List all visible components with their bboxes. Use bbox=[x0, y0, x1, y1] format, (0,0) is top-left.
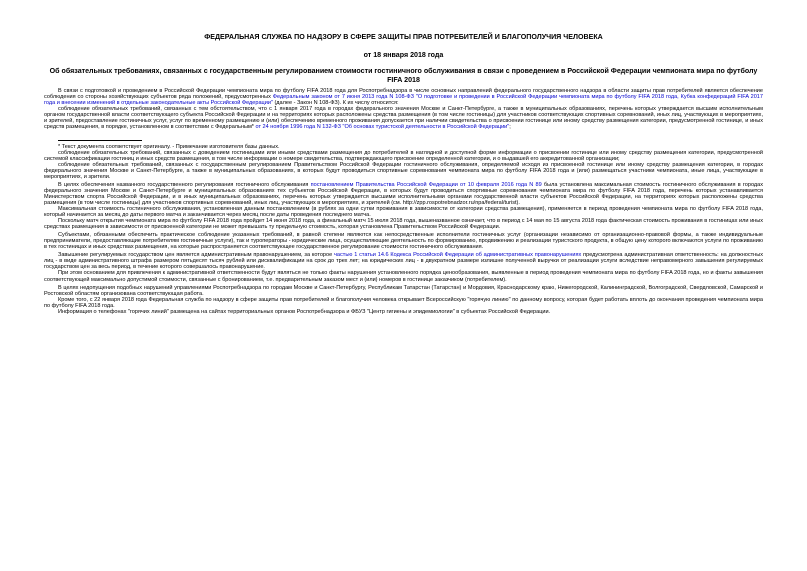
paragraph-subjects: Субъектами, обязанными обеспечить практическое соблюдение указанных требований, в равной степени являются как непосредственные исполнители гостиничных услуг (организации независимо от организационно-правовой формы, а также индивидуальные предприниматели, предоставляющие потребителям гостиничные услуги), так и туроператоры - юридические лица, осуществляющие деятельность по формированию, продвижению и реализации туристского продукта, в общую цену которого включаются услуги по проживанию в тех гостиницах и иных средствах размещения, на которые распространяется соответствующее государственное регулирование стоимости гостиничного обслуживания. bbox=[44, 232, 763, 251]
text-run: В связи с подготовкой и проведением в Российской Федерации чемпионата мира по футболу FIFA 2018 года для Роспотребнадзора в числе основных направлений федерального государственного надзора в области защиты прав потребителей является обеспечение соблюдения со стороны хозяйствующих субъектов ряда положений, предусмотренных bbox=[44, 88, 763, 101]
paragraph-hotline-info: Информация о телефонах "горячих линий" размещена на сайтах территориальных органов Роспотребнадзора и ФБУЗ "Центр гигиены и эпидемиологии" в субъектах Российской Федерации. bbox=[58, 308, 551, 315]
text-run: ; bbox=[509, 124, 511, 131]
footnote-divider bbox=[58, 140, 142, 141]
paragraph-requirement-1 bbox=[44, 106, 763, 130]
law-132-fz-link[interactable]: от 24 ноября 1996 года N 132-ФЗ "Об основах туристской деятельности в Российской Федерации" bbox=[255, 124, 510, 131]
document-title: Об обязательных требованиях, связанных с государственным регулированием стоимости гостиничного обслуживания в связи с проведением в Российской Федерации чемпионата мира по футболу FIFA 2018 bbox=[49, 67, 758, 84]
law-108-fz-link[interactable]: Федеральным законом от 7 июня 2013 года N 108-ФЗ "О подготовке и проведении в Российской Федерации чемпионата мира по футболу FIFA 2018 года, Кубка конфедераций FIFA 2017 года и внесении изменений в отдельные законодательные акты Российской Федерации" bbox=[44, 94, 763, 107]
paragraph-liability bbox=[44, 252, 763, 270]
text-run: (далее - Закон N 108-ФЗ). К их числу относится: bbox=[272, 100, 399, 107]
paragraph-regions: В целях недопущения подобных нарушений управлениями Роспотребнадзора по городам Москве и Санкт-Петербургу, Республикам Татарстан (Татарстан) и Мордовия, Краснодарскому краю, Нижегородской, Калининградской, Волгоградской, Свердловской, Самарской и Ростовской областям организована соответствующая работа. bbox=[44, 284, 763, 297]
text-run: предусмотрена административная ответственность: на должностных лиц - в виде административного штрафа размером пятьдесят тысяч рублей или дисквалификации на срок до трех лет; на юридических лиц - в двукратном размере излишне полученной выручки от реализации услуги вследствие неправомерного завышения регулируемых государством цен за весь период, в течение которого совершалось правонарушение. bbox=[44, 252, 763, 271]
document-date: от 18 января 2018 года bbox=[363, 51, 444, 59]
text-run: Завышение регулируемых государством цен является административным правонарушением, за которое bbox=[58, 252, 335, 259]
footnote: * Текст документа соответствует оригиналу. - Примечание изготовителя базы данных. bbox=[58, 143, 280, 150]
text-run: была установлена максимальная стоимость гостиничного обслуживания в городах федерального значения Москве и Санкт-Петербурге и муниципальных образованиях тех субъектов Российской Федерации, в которых будут проводиться спортивные соревнования чемпионата мира по футболу FIFA 2018 года, перечень которых устанавливается Министерством спорта Российской Федерации, и в иных муниципальных образованиях, перечень которых утверждается высшими исполнительными органами государственной власти субъектов Российской Федерации, на территориях которых расположены средства размещения (в том числе гостиницы) для участников спортивных соревнований, иных лиц, участвующих в мероприятиях, и зрителей (см. http://zpp.rospotrebnadzor.ru/npa/federal/turist). bbox=[44, 181, 764, 206]
resolution-89-link[interactable]: постановлением Правительства Российской Федерации от 10 февраля 2016 года N 89 bbox=[310, 181, 542, 188]
paragraph-hotline: Кроме того, с 22 января 2018 года Федеральная служба по надзору в сфере защиты прав потребителей и благополучия человека открывает Всероссийскую "горячую линию" по данному вопросу, которая будет работать вплоть до окончания проведения чемпионата мира по футболу FIFA 2018 года. bbox=[44, 296, 763, 309]
text-run: соблюдение обязательных требований, связанных с тем обстоятельством, что с 1 января 2017 года в городах федерального значения Москве и Санкт-Петербурге, а также в муниципальных образованиях, перечень которых утверждается высшим исполнительным органом государственной власти соответствующего субъекта Российской Федерации и на территориях которых расположены средства размещения (в том числе гостиницы) для участников соответствующих спортивных соревнований, иных лиц, участвующих в мероприятиях, и зрителей, предоставление гостиничных услуг, услуг по временному размещению и (или) обеспечению временного проживания допускается при наличии свидетельства о присвоении гостинице или иному средству размещения категории, предусмотренной гостинице, и иных средств размещения, в порядке, установленном в соответствии с Федеральным* bbox=[44, 106, 763, 131]
koap-14-6-link[interactable]: частью 1 статьи 14.6 Кодекса Российской Федерации об административных правонарушениях bbox=[334, 252, 582, 259]
paragraph-resolution bbox=[44, 182, 763, 206]
paragraph-requirement-2: соблюдение обязательных требований, связанных с доведением гостиницами или иными средствами размещения до потребителей в наглядной и доступной форме информации о присвоении гостинице или иному средству размещения категории, предусмотренной системой классификации гостиниц и иных средств размещения, в том числе информации о номере свидетельства, подтверждающего присвоение определенной категории, и о выдавшей его аккредитованной организации; bbox=[44, 149, 763, 162]
agency-name: ФЕДЕРАЛЬНАЯ СЛУЖБА ПО НАДЗОРУ В СФЕРЕ ЗАЩИТЫ ПРАВ ПОТРЕБИТЕЛЕЙ И БЛАГОПОЛУЧИЯ ЧЕЛОВЕКА bbox=[204, 33, 603, 41]
paragraph-period: Поскольку матч открытия чемпионата мира по футболу FIFA 2018 года пройдет 14 июня 2018 года, а финальный матч 15 июля 2018 года, вышеназванное означает, что в период с 14 мая по 15 августа 2018 года фактическая стоимость проживания в гостиницах или иных средствах размещения в зависимости от присвоенной категории не может превышать ту предельную стоимость, которая установлена Правительством Российской Федерации. bbox=[44, 218, 763, 231]
paragraph-max-cost: Максимальная стоимость гостиничного обслуживания, установленная данным постановлением (в рублях за одни сутки проживания в зависимости от категории средства размещения), применяется в период проведения чемпионата мира по футболу FIFA 2018 года, который начинается за месяц до даты первого матча и заканчивается через месяц после даты проведения последнего матча. bbox=[44, 205, 763, 219]
paragraph-requirement-3: соблюдение обязательных требований, связанных с государственным регулированием Правительством Российской Федерации гостиничного обслуживания, определяемой исходя из присвоенной гостинице или иному средству размещения категории, в городах федерального значения Москве и Санкт-Петербурге, а также в муниципальных образованиях, в которых будут проводиться спортивные соревнования чемпионата мира по футболу FIFA 2018 года и (или) размещаться участники чемпионата, иные лица, участвующие в мероприятиях, и зрители. bbox=[44, 161, 763, 180]
text-run: В целях обеспечения названного государственного регулирования гостиничного обслуживания bbox=[58, 181, 311, 188]
paragraph-booking: При этом основанием для привлечения к административной ответственности будут являться не только факты нарушения установленного порядка ценообразования, выявленные в период проведения чемпионата мира по футболу FIFA 2018 года, но и факты завышения соответствующей максимально допустимой стоимости, связанные с бронированием, т.е. предварительным заказом мест и (или) номеров в гостинице заказчиком (потребителем). bbox=[44, 270, 763, 283]
paragraph-intro bbox=[44, 88, 763, 106]
